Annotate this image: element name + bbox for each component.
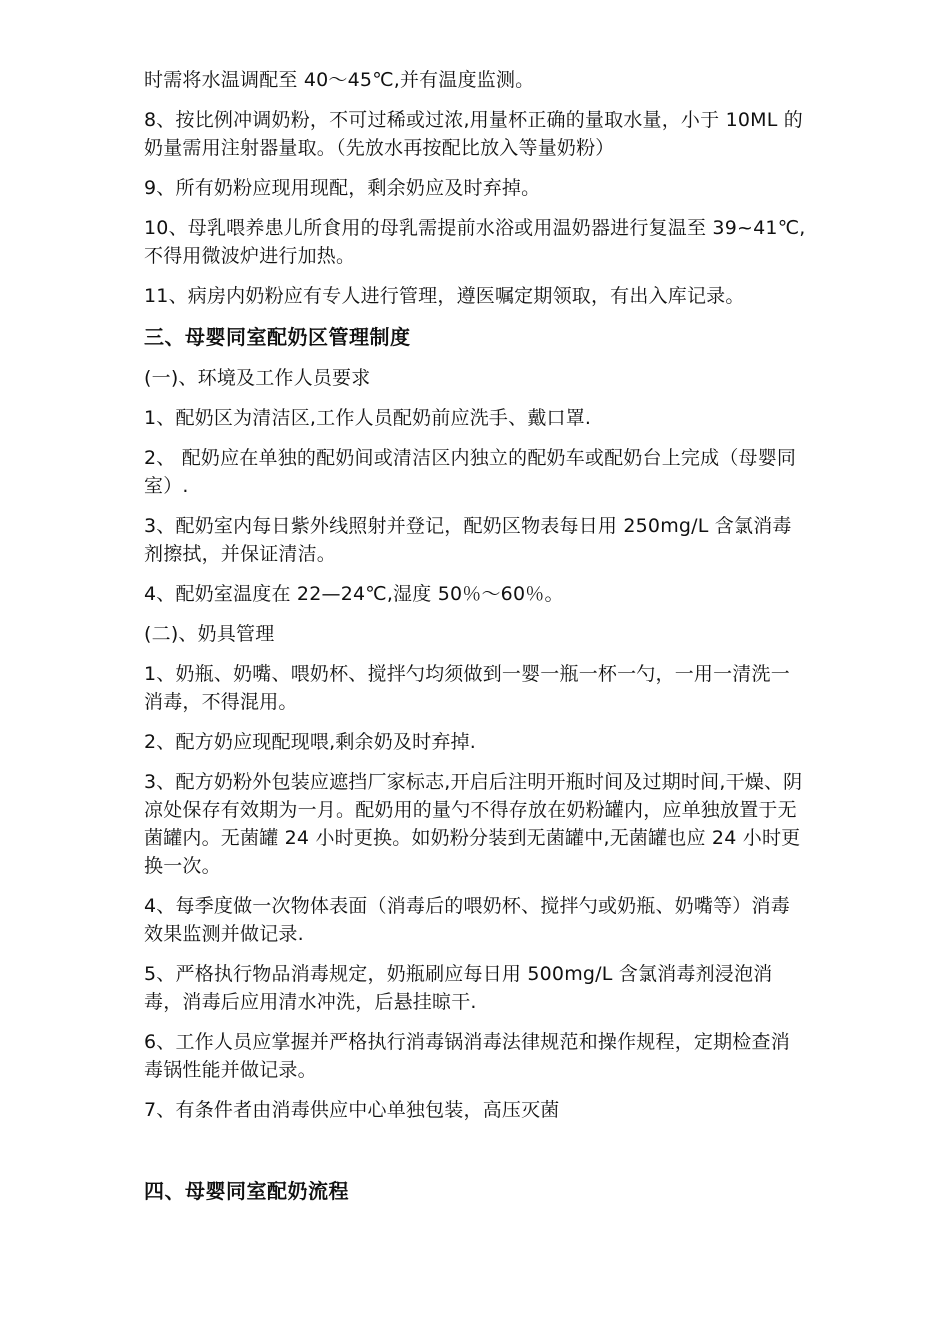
section-heading-4: 四、母婴同室配奶流程 xyxy=(144,1179,349,1203)
utensil-item-3: 3、配方奶粉外包装应遮挡厂家标志,开启后注明开瓶时间及过期时间,干燥、阴凉处保存有效期为一月。配奶用的量勺不得存放在奶粉罐内，应单独放置于无菌罐内。无菌罐 24 小时更换。如奶粉分装到无菌罐中,无菌罐也应 24 小时更换一次。 xyxy=(144,771,803,877)
document-body xyxy=(144,66,808,1218)
utensil-item-5: 5、严格执行物品消毒规定，奶瓶刷应每日用 500mg/L 含氯消毒剂浸泡消毒，消毒后应用清水冲洗，后悬挂晾干. xyxy=(144,963,773,1013)
section-heading-3: 三、母婴同室配奶区管理制度 xyxy=(144,325,411,349)
utensil-item-2: 2、配方奶应现配现喂,剩余奶及时弃掉. xyxy=(144,731,476,753)
utensil-item-1: 1、奶瓶、奶嘴、喂奶杯、搅拌勺均须做到一婴一瓶一杯一勺，一用一清洗一消毒，不得混用。 xyxy=(144,663,790,713)
subsection-heading-2: (二)、奶具管理 xyxy=(144,623,275,645)
paragraph-item-8: 8、按比例冲调奶粉，不可过稀或过浓,用量杯正确的量取水量，小于 10ML 的奶量需用注射器量取。（先放水再按配比放入等量奶粉） xyxy=(144,109,803,159)
env-item-1: 1、配奶区为清洁区,工作人员配奶前应洗手、戴口罩. xyxy=(144,407,592,429)
paragraph-water-temperature: 时需将水温调配至 40～45℃,并有温度监测。 xyxy=(144,69,535,91)
paragraph-item-9: 9、所有奶粉应现用现配，剩余奶应及时弃掉。 xyxy=(144,177,541,199)
paragraph-item-11: 11、病房内奶粉应有专人进行管理，遵医嘱定期领取，有出入库记录。 xyxy=(144,285,745,307)
env-item-2: 2、 配奶应在单独的配奶间或清洁区内独立的配奶车或配奶台上完成（母婴同室）. xyxy=(144,447,797,497)
env-item-4: 4、配奶室温度在 22—24℃,湿度 50％～60％。 xyxy=(144,583,564,605)
utensil-item-6: 6、工作人员应掌握并严格执行消毒锅消毒法律规范和操作规程，定期检查消毒锅性能并做记录。 xyxy=(144,1031,790,1081)
spacer xyxy=(144,1136,808,1176)
utensil-item-7: 7、有条件者由消毒供应中心单独包装，高压灭菌 xyxy=(144,1099,560,1121)
utensil-item-4: 4、每季度做一次物体表面（消毒后的喂奶杯、搅拌勺或奶瓶、奶嘴等）消毒效果监测并做记录. xyxy=(144,895,790,945)
subsection-heading-1: (一)、环境及工作人员要求 xyxy=(144,367,371,389)
paragraph-item-10: 10、母乳喂养患儿所食用的母乳需提前水浴或用温奶器进行复温至 39~41℃,不得用微波炉进行加热。 xyxy=(144,217,806,267)
env-item-3: 3、配奶室内每日紫外线照射并登记，配奶区物表每日用 250mg/L 含氯消毒剂擦拭，并保证清洁。 xyxy=(144,515,792,565)
